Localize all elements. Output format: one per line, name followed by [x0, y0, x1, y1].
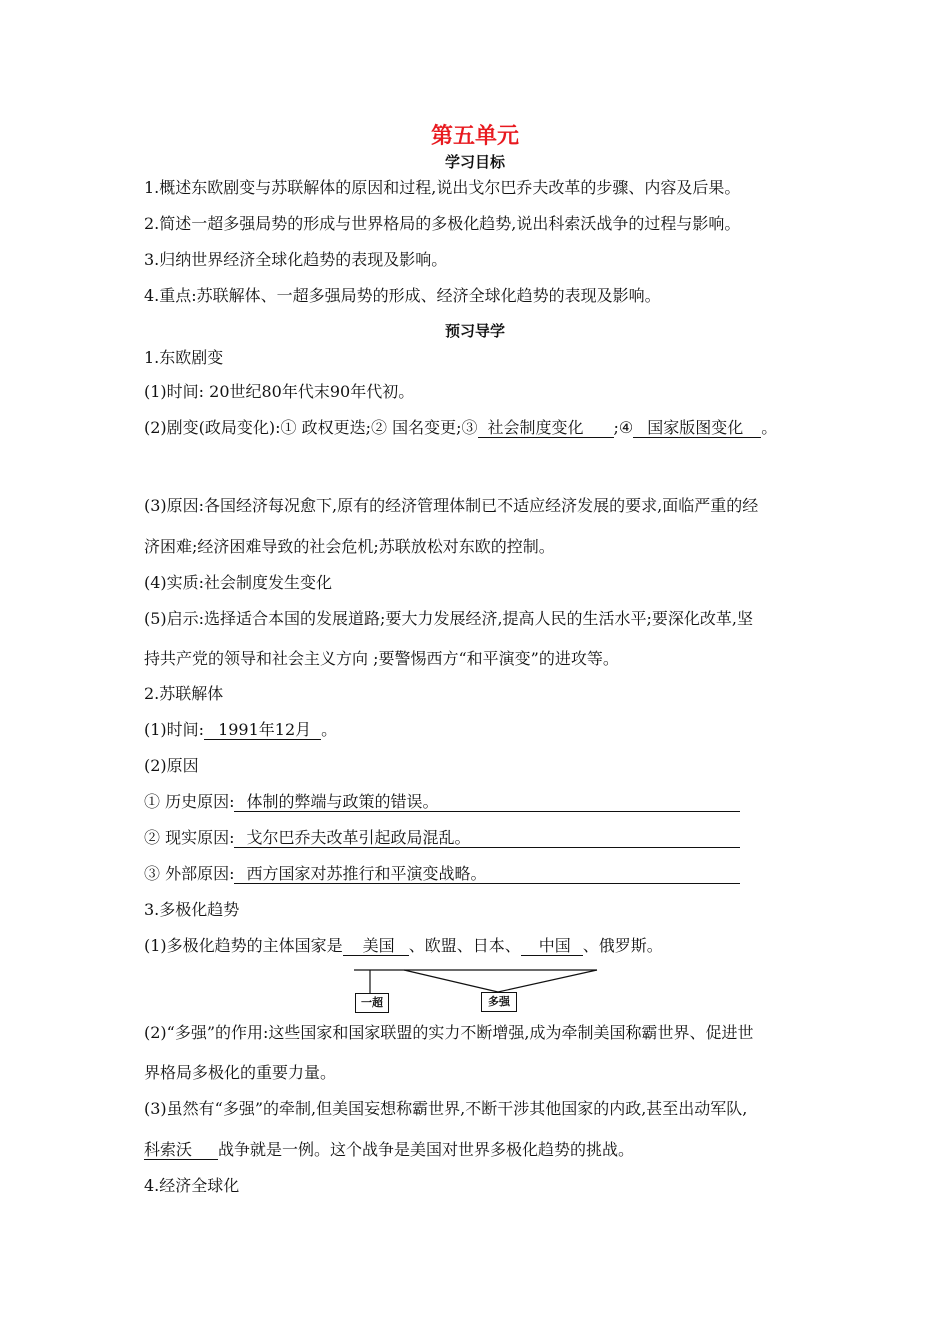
section-title: 3.多极化趋势	[144, 900, 240, 919]
objective-item: 3.归纳世界经济全球化趋势的表现及影响。	[144, 250, 448, 269]
text-fragment: ② 现实原因:	[144, 828, 235, 847]
text-line: (1)时间: 20世纪80年代末90年代初。	[144, 382, 415, 401]
preview-heading: 预习导学	[444, 322, 505, 340]
text-fragment: ① 历史原因:	[144, 792, 235, 811]
objective-item: 1.概述东欧剧变与苏联解体的原因和过程,说出戈尔巴乔夫改革的步骤、内容及后果。	[144, 178, 741, 197]
answer-blank: 科索沃	[144, 1141, 218, 1160]
answer-blank: 美国	[343, 937, 409, 956]
text-fragment: ;④	[613, 418, 634, 437]
text-line: (3)原因:各国经济每况愈下,原有的经济管理体制已不适应经济发展的要求,面临严重的经	[144, 496, 759, 515]
answer-blank: 西方国家对苏推行和平演变战略。	[234, 865, 740, 884]
text-fragment: ③ 外部原因:	[144, 864, 235, 883]
section-title: 1.东欧剧变	[144, 348, 224, 367]
text-line: (2)“多强”的作用:这些国家和国家联盟的实力不断增强,成为牵制美国称霸世界、促进世	[144, 1023, 754, 1042]
text-fragment: (1)时间:	[144, 720, 205, 739]
answer-blank: 社会制度变化	[478, 419, 614, 438]
text-line: (4)实质:社会制度发生变化	[144, 573, 333, 592]
answer-blank: 戈尔巴乔夫改革引起政局混乱。	[234, 829, 740, 848]
text-line: (5)启示:选择适合本国的发展道路;要大力发展经济,提高人民的生活水平;要深化改革,坚	[144, 609, 754, 628]
answer-blank: 体制的弊端与政策的错误。	[234, 793, 740, 812]
text-line	[144, 1140, 634, 1160]
text-fragment: 。	[761, 418, 778, 437]
unit-title: 第五单元	[430, 124, 519, 149]
text-fragment: (1)多极化趋势的主体国家是	[144, 936, 343, 955]
objectives-heading: 学习目标	[444, 153, 505, 171]
answer-blank: 中国	[521, 937, 583, 956]
section-title: 2.苏联解体	[144, 684, 224, 703]
answer-blank: 1991年12月	[204, 721, 321, 740]
text-line: 界格局多极化的重要力量。	[144, 1063, 337, 1082]
one-superpower-box: 一超	[355, 993, 389, 1013]
section-title: 4.经济全球化	[144, 1176, 240, 1195]
text-fragment: 、俄罗斯。	[582, 936, 663, 955]
text-fragment: (2)剧变(政局变化):① 政权更迭;② 国名变更;③	[144, 418, 478, 437]
objective-item: 2.简述一超多强局势的形成与世界格局的多极化趋势,说出科索沃战争的过程与影响。	[144, 214, 741, 233]
text-line: (3)虽然有“多强”的牵制,但美国妄想称霸世界,不断干涉其他国家的内政,甚至出动军队,	[144, 1099, 748, 1118]
text-fragment: 。	[321, 720, 338, 739]
multi-powers-box: 多强	[481, 992, 517, 1012]
text-line: (2)原因	[144, 756, 199, 775]
answer-blank: 国家版图变化	[633, 419, 761, 438]
text-fragment: 、欧盟、日本、	[408, 936, 521, 955]
text-fragment: 战争就是一例。这个战争是美国对世界多极化趋势的挑战。	[218, 1140, 635, 1159]
text-line: 济困难;经济困难导致的社会危机;苏联放松对东欧的控制。	[144, 537, 555, 556]
text-line: 持共产党的领导和社会主义方向 ;要警惕西方“和平演变”的进攻等。	[144, 649, 619, 668]
objective-item: 4.重点:苏联解体、一超多强局势的形成、经济全球化趋势的表现及影响。	[144, 286, 661, 305]
